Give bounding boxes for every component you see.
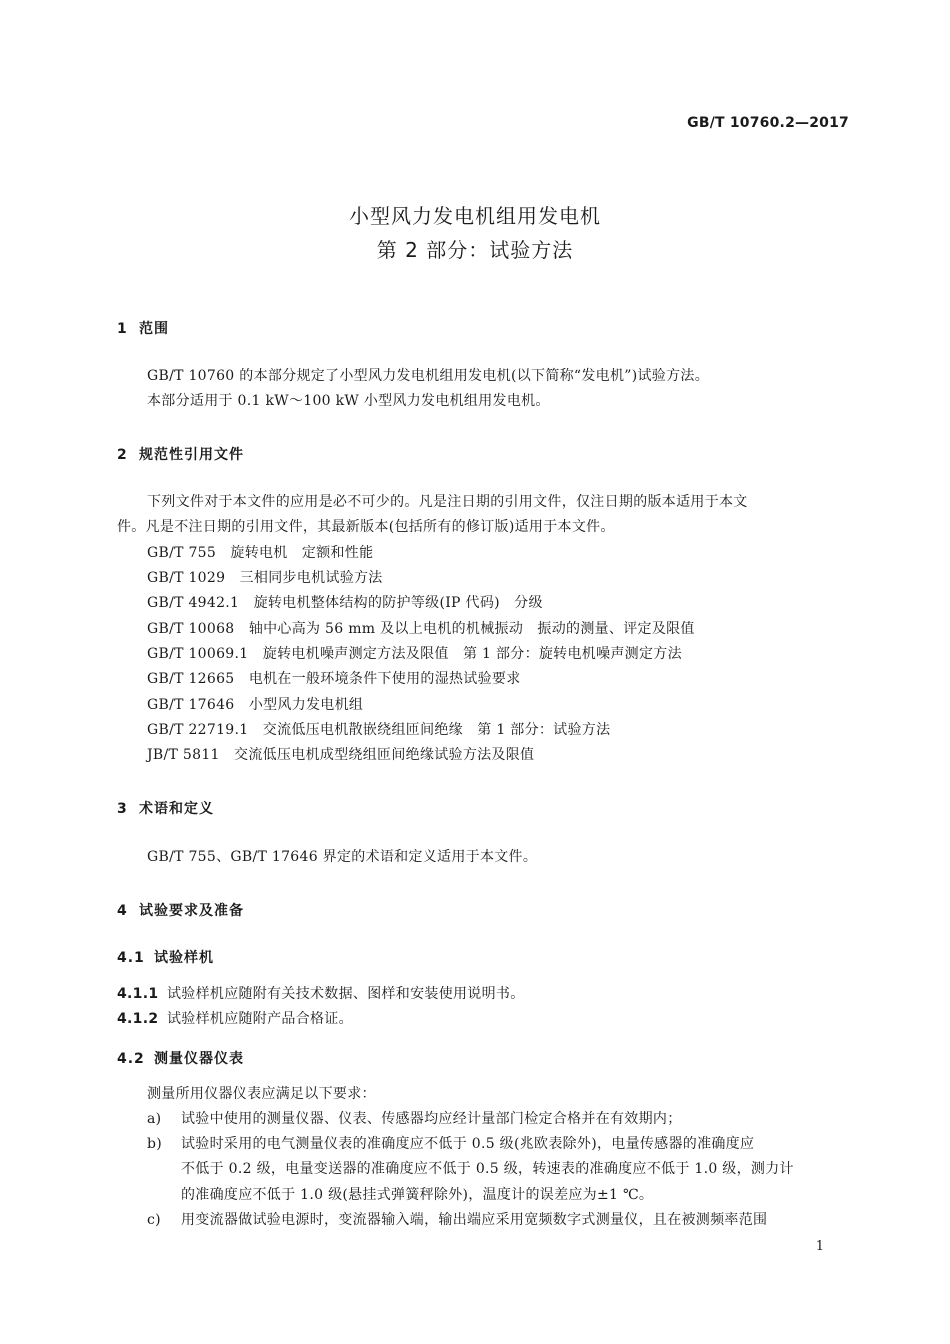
- list-item-c: [147, 1211, 767, 1229]
- list-marker: c): [147, 1212, 161, 1228]
- paragraph: 下列文件对于本文件的应用是必不可少的。凡是注日期的引用文件，仅注日期的版本适用于本文: [147, 494, 748, 510]
- section-number: 4: [117, 903, 128, 919]
- list-item-b-continuation: 不低于 0.2 级，电量变送器的准确度应不低于 0.5 级，转速表的准确度应不低于 1.0 级，测力计: [181, 1161, 794, 1177]
- reference-item: JB/T 5811 交流低压电机成型绕组匝间绝缘试验方法及限值: [147, 747, 535, 763]
- list-item-b: [147, 1135, 754, 1153]
- reference-item: GB/T 22719.1 交流低压电机散嵌绕组匝间绝缘 第 1 部分：试验方法: [147, 722, 611, 738]
- section-3-heading: [117, 798, 214, 818]
- subsection-number: 4.1: [117, 950, 145, 966]
- paragraph: GB/T 755、GB/T 17646 界定的术语和定义适用于本文件。: [147, 849, 538, 865]
- paragraph: 本部分适用于 0.1 kW～100 kW 小型风力发电机组用发电机。: [147, 393, 550, 409]
- section-title: 规范性引用文件: [139, 447, 244, 463]
- clause-4-1-2: [117, 1010, 353, 1028]
- section-number: 3: [117, 801, 128, 817]
- section-number: 1: [117, 321, 128, 337]
- reference-item: GB/T 10069.1 旋转电机噪声测定方法及限值 第 1 部分：旋转电机噪声测定方法: [147, 646, 682, 662]
- list-text: 试验中使用的测量仪器、仪表、传感器均应经计量部门检定合格并在有效期内；: [181, 1111, 682, 1127]
- section-title: 试验要求及准备: [139, 903, 244, 919]
- standard-code: GB/T 10760.2—2017: [687, 115, 849, 131]
- list-marker: a): [147, 1111, 162, 1127]
- section-4-heading: [117, 900, 244, 920]
- clause-text: 试验样机应随附产品合格证。: [167, 1011, 353, 1027]
- reference-item: GB/T 12665 电机在一般环境条件下使用的湿热试验要求: [147, 671, 521, 687]
- clause-number: 4.1.2: [117, 1011, 159, 1027]
- clause-text: 试验样机应随附有关技术数据、图样和安装使用说明书。: [167, 986, 525, 1002]
- list-text: 试验时采用的电气测量仪表的准确度应不低于 0.5 级(兆欧表除外)，电量传感器的准确度应: [181, 1136, 755, 1152]
- reference-item: GB/T 4942.1 旋转电机整体结构的防护等级(IP 代码) 分级: [147, 595, 543, 611]
- list-item-b-continuation: 的准确度应不低于 1.0 级(悬挂式弹簧秤除外)，温度计的误差应为±1 ℃。: [181, 1187, 654, 1203]
- list-text: 用变流器做试验电源时，变流器输入端，输出端应采用宽频数字式测量仪，且在被测频率范围: [181, 1212, 768, 1228]
- reference-item: GB/T 17646 小型风力发电机组: [147, 697, 364, 713]
- section-2-heading: [117, 444, 244, 464]
- document-title: 小型风力发电机组用发电机: [349, 204, 601, 228]
- paragraph: GB/T 10760 的本部分规定了小型风力发电机组用发电机(以下简称“发电机”)试验方法。: [147, 368, 709, 384]
- reference-item: GB/T 755 旋转电机 定额和性能: [147, 545, 374, 561]
- subsection-title: 试验样机: [154, 950, 214, 966]
- clause-number: 4.1.1: [117, 986, 159, 1002]
- clause-4-1-1: [117, 985, 525, 1003]
- section-title: 术语和定义: [139, 801, 214, 817]
- paragraph: 测量所用仪器仪表应满足以下要求：: [147, 1086, 376, 1102]
- document-subtitle: 第 2 部分：试验方法: [376, 238, 574, 262]
- section-1-heading: [117, 318, 169, 338]
- subsection-4-1-heading: [117, 947, 214, 967]
- reference-item: GB/T 1029 三相同步电机试验方法: [147, 570, 383, 586]
- section-title: 范围: [139, 321, 169, 337]
- subsection-number: 4.2: [117, 1051, 145, 1067]
- reference-item: GB/T 10068 轴中心高为 56 mm 及以上电机的机械振动 振动的测量、评定及限值: [147, 621, 695, 637]
- page-number: 1: [815, 1239, 824, 1254]
- list-marker: b): [147, 1136, 163, 1152]
- list-item-a: [147, 1110, 682, 1128]
- subsection-4-2-heading: [117, 1048, 244, 1068]
- subsection-title: 测量仪器仪表: [154, 1051, 244, 1067]
- paragraph-continuation: 件。凡是不注日期的引用文件，其最新版本(包括所有的修订版)适用于本文件。: [117, 519, 615, 535]
- section-number: 2: [117, 447, 128, 463]
